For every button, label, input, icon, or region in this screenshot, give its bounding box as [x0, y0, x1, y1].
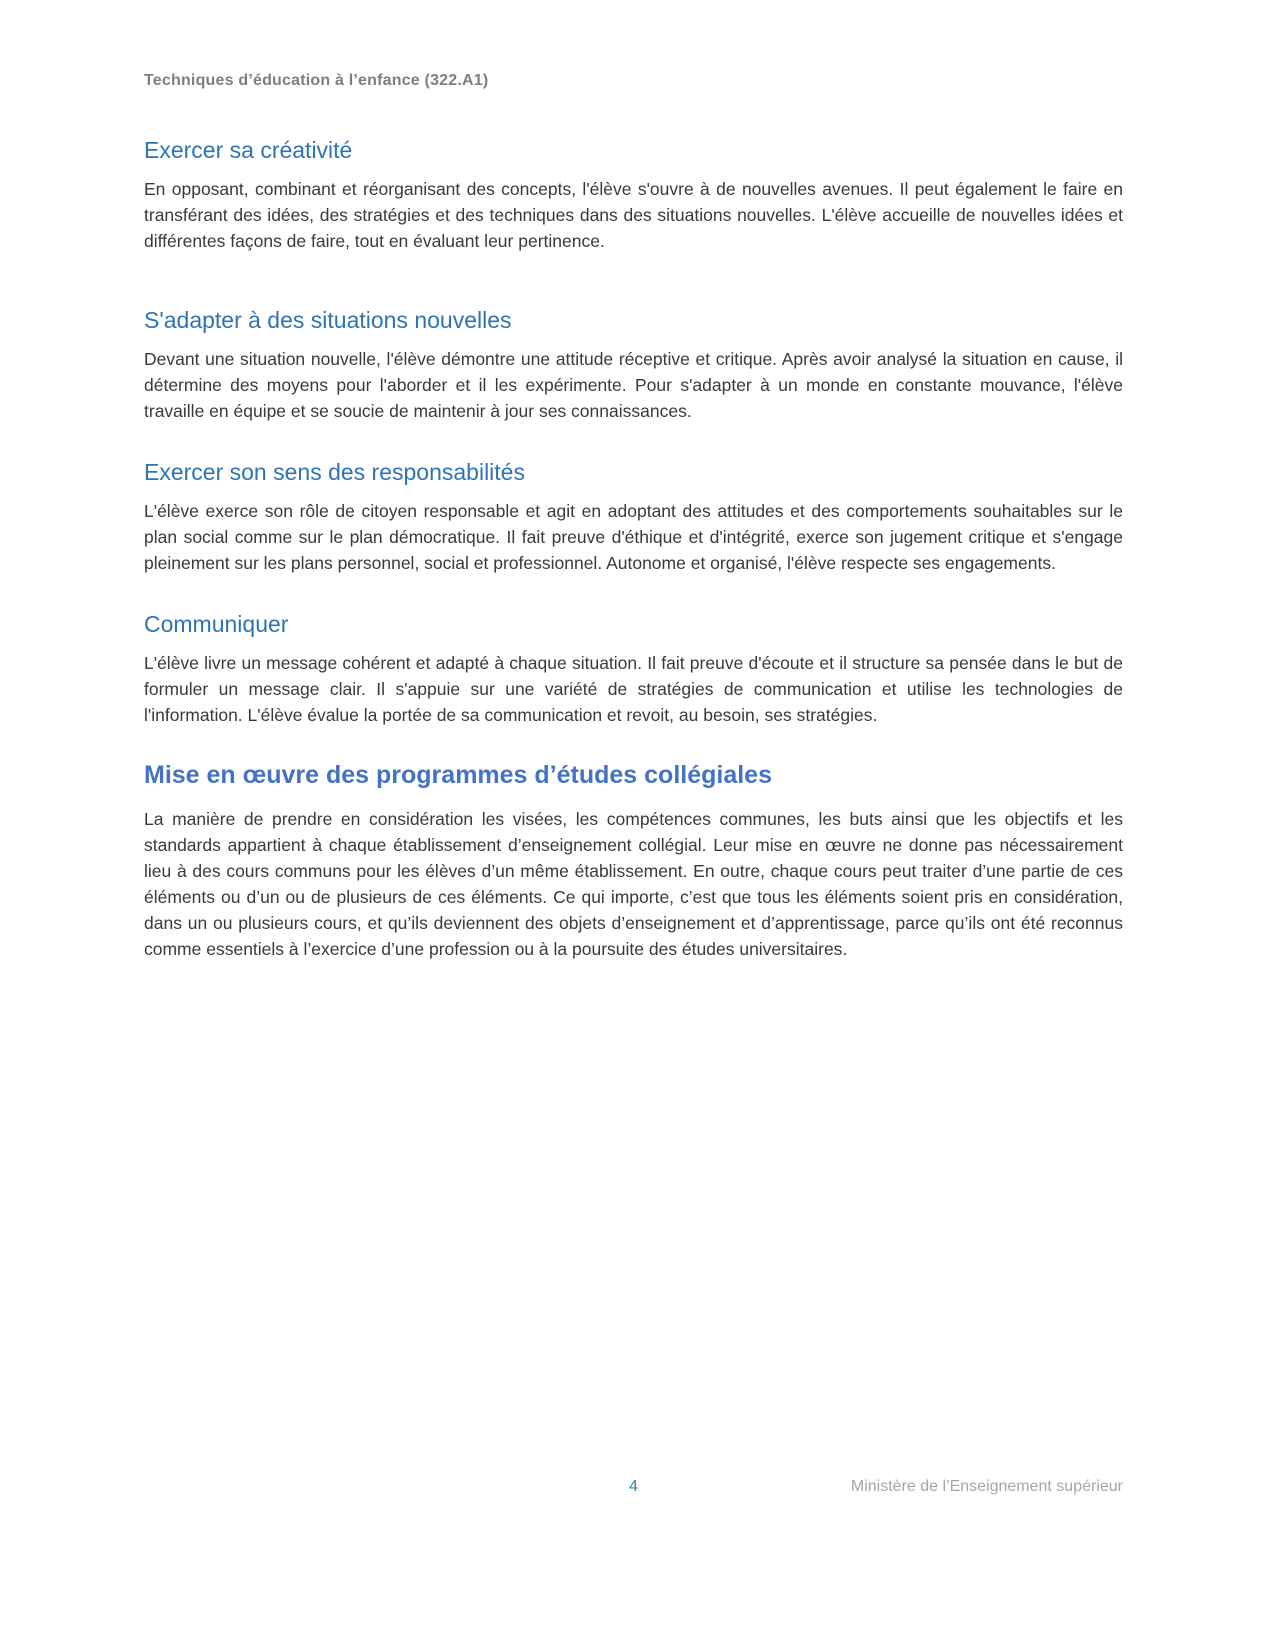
section-paragraph: Devant une situation nouvelle, l'élève démontre une attitude réceptive et critique. Après avoir analysé la situation en cause, il détermine des moyens pour l'aborder et il les expérimente. Pour s'adapter à un monde en constante mouvance, l'élève travaille en équipe et se soucie de maintenir à jour ses connaissances. — [144, 349, 1123, 421]
page-number: 4 — [629, 1478, 638, 1495]
section-communiquer — [144, 610, 1123, 728]
section-heading: Exercer sa créativité — [144, 137, 353, 163]
section-responsabilites — [144, 458, 1123, 576]
section-creativite — [144, 136, 1123, 254]
section-paragraph: La manière de prendre en considération les visées, les compétences communes, les buts ainsi que les objectifs et les standards appartient à chaque établissement d’enseignement collégial. Leur mise en œuvre ne donne pas nécessairement lieu à des cours communs pour les élèves d’un même établissement. En outre, chaque cours peut traiter d’une partie de ces éléments ou d’un ou de plusieurs de ces éléments. Ce qui importe, c’est que tous les éléments soient pris en considération, dans un ou plusieurs cours, et qu’ils deviennent des objets d’enseignement et d’apprentissage, parce qu’ils ont été reconnus comme essentiels à l’exercice d’une profession ou à la poursuite des études universitaires. — [144, 809, 1123, 959]
section-mise-en-oeuvre — [144, 760, 1123, 962]
major-heading: Mise en œuvre des programmes d’études collégiales — [144, 761, 772, 789]
section-paragraph: L'élève exerce son rôle de citoyen responsable et agit en adoptant des attitudes et des comportements souhaitables sur le plan social comme sur le plan démocratique. Il fait preuve d'éthique et d'intégrité, exerce son jugement critique et s'engage pleinement sur les plans personnel, social et professionnel. Autonome et organisé, l'élève respecte ses engagements. — [144, 501, 1123, 573]
page-footer — [144, 1478, 1123, 1500]
footer-ministry: Ministère de l’Enseignement supérieur — [850, 1478, 1123, 1495]
section-adapter — [144, 306, 1123, 424]
section-heading: Exercer son sens des responsabilités — [144, 459, 525, 485]
section-heading: Communiquer — [144, 611, 289, 637]
page-content — [144, 0, 1123, 962]
section-paragraph: En opposant, combinant et réorganisant des concepts, l'élève s'ouvre à de nouvelles avenues. Il peut également le faire en transférant des idées, des stratégies et des techniques dans des situations nouvelles. L'élève accueille de nouvelles idées et différentes façons de faire, tout en évaluant leur pertinence. — [144, 179, 1123, 251]
section-heading: S'adapter à des situations nouvelles — [144, 307, 512, 333]
running-header: Techniques d’éducation à l’enfance (322.A1) — [144, 72, 489, 89]
section-paragraph: L'élève livre un message cohérent et adapté à chaque situation. Il fait preuve d'écoute et il structure sa pensée dans le but de formuler un message clair. Il s'appuie sur une variété de stratégies de communication et utilise les technologies de l'information. L'élève évalue la portée de sa communication et revoit, au besoin, ses stratégies. — [144, 653, 1123, 725]
